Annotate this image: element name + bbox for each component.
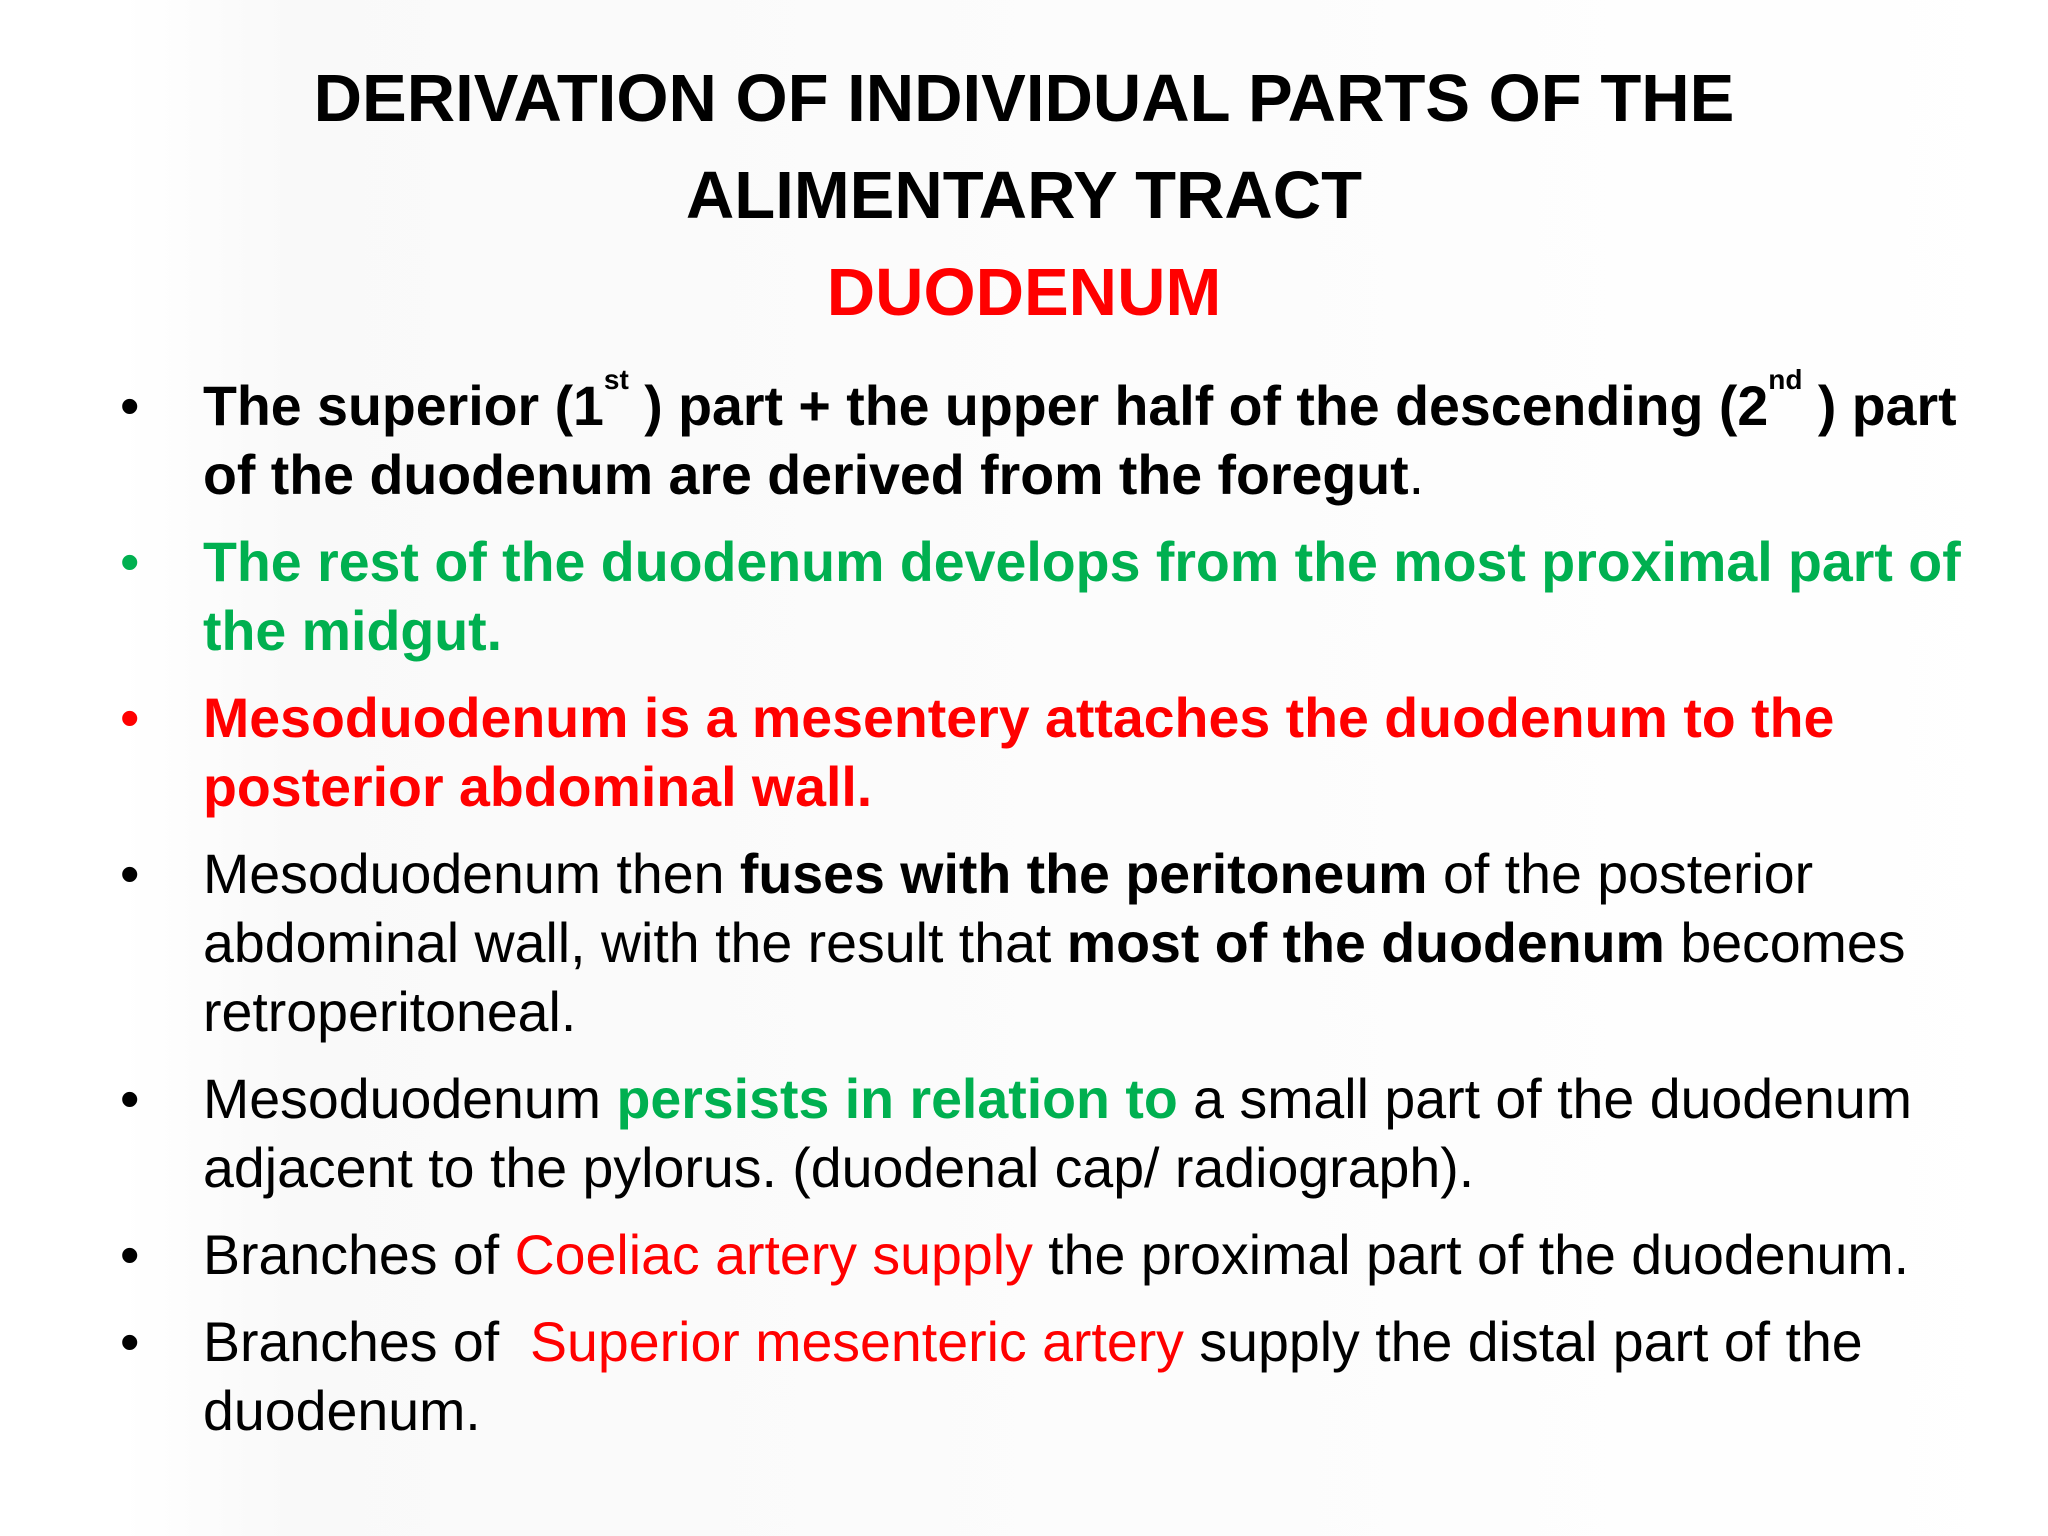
bullet-dot: •: [120, 1311, 140, 1373]
bullet-text: Mesoduodenum is a mesentery attaches the duodenum to the posterior abdominal wall.: [203, 687, 1835, 818]
bullet-text: ) part + the upper half of the descending (2: [628, 375, 1769, 437]
superscript: nd: [1768, 364, 1803, 395]
bullet-text: a small part of the duodenum adjacent to the pylorus. (duodenal cap/ radiograph).: [203, 1068, 1912, 1199]
bullet-item: [0, 684, 2048, 822]
bullet-dot: •: [120, 843, 140, 905]
bullet-emphasis: persists in relation to: [616, 1068, 1178, 1130]
bullet-text: Branches of: [203, 1224, 515, 1286]
superscript: st: [603, 364, 629, 395]
bullet-text: The rest of the duodenum develops from the most proximal part of the midgut.: [203, 531, 1961, 662]
title-line-2: ALIMENTARY TRACT: [685, 158, 1363, 233]
bullet-text: Branches of: [203, 1311, 531, 1373]
bullet-dot: •: [120, 687, 140, 749]
bullet-text: ) part of the duodenum are derived from the foregut: [203, 375, 1957, 506]
bullet-item: [0, 840, 2048, 1047]
slide-subtitle: DUODENUM: [826, 255, 1222, 330]
bullet-dot: •: [120, 1224, 140, 1286]
title-line-1: DERIVATION OF INDIVIDUAL PARTS OF THE: [313, 61, 1735, 136]
bullet-emphasis: most of the duodenum: [1066, 912, 1665, 974]
bullet-item: [0, 1065, 2048, 1203]
bullet-dot: •: [120, 1068, 140, 1130]
bullet-item: [0, 1221, 2048, 1290]
bullet-emphasis: fuses with the peritoneum: [739, 843, 1428, 905]
slide-title: [0, 50, 2048, 341]
bullet-emphasis: Superior mesenteric artery: [530, 1311, 1184, 1373]
bullet-item: [0, 364, 2048, 510]
bullet-text: The superior (1: [203, 375, 604, 437]
bullet-text: of the posterior abdominal wall, with the result that: [203, 843, 1814, 974]
bullet-text: supply the distal part of the duodenum.: [203, 1311, 1863, 1442]
bullet-list: [0, 364, 2048, 1464]
bullet-text: Mesoduodenum then: [203, 843, 740, 905]
bullet-text: becomes retroperitoneal.: [203, 912, 1906, 1043]
bullet-text: .: [1408, 444, 1425, 506]
bullet-text: the proximal part of the duodenum.: [1032, 1224, 1910, 1286]
bullet-text: Mesoduodenum: [203, 1068, 617, 1130]
bullet-emphasis: Coeliac artery supply: [514, 1224, 1033, 1286]
bullet-dot: •: [120, 375, 140, 437]
bullet-item: [0, 528, 2048, 666]
bullet-dot: •: [120, 531, 140, 593]
bullet-item: [0, 1308, 2048, 1446]
